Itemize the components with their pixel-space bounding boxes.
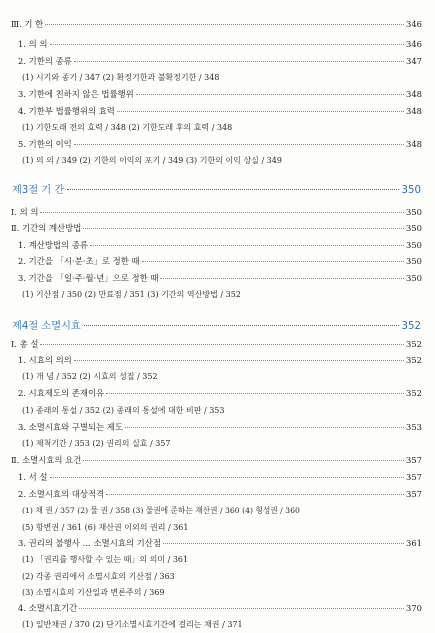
toc-entry-page: 348 <box>406 106 422 116</box>
toc-entry <box>18 39 422 50</box>
toc-entry <box>18 106 422 117</box>
toc-entry <box>18 273 422 284</box>
leader-dots <box>50 44 405 45</box>
toc-entry-page: 347 <box>406 56 422 66</box>
leader-dots <box>163 543 404 544</box>
leader-dots <box>83 460 404 461</box>
toc-entry <box>18 355 422 366</box>
toc-entry-page: 350 <box>406 256 422 266</box>
section-title: 제4절 소멸시효 <box>12 321 81 332</box>
toc-entry <box>18 89 422 100</box>
leader-dots <box>67 189 398 190</box>
toc-entry-page: 361 <box>406 538 422 548</box>
toc-entry-page: 352 <box>406 355 422 365</box>
toc-entry <box>18 139 422 150</box>
toc-entry-page: 350 <box>406 207 422 217</box>
toc-entry-title: Ⅱ. 소멸시효의 요건 <box>11 455 82 465</box>
leader-dots <box>160 278 404 279</box>
leader-dots <box>74 144 404 145</box>
leader-dots <box>74 360 404 361</box>
toc-subentries: (1) 제척기간 / 353 (2) 권리의 실효 / 357 <box>22 439 171 448</box>
toc-entry <box>11 455 422 466</box>
toc-entry-page: 352 <box>406 388 422 398</box>
section-page: 350 <box>401 185 421 196</box>
toc-entry-page: 348 <box>406 89 422 99</box>
toc-subentries: (3) 소멸시효의 기산일과 변론주의 / 369 <box>22 588 165 597</box>
toc-entry-title: 3. 소멸시효와 구별되는 제도 <box>18 422 123 432</box>
toc-entry-page: 353 <box>406 422 422 432</box>
toc-subentries: (1) 일반채권 / 370 (2) 단기소멸시효기간에 걸리는 채권 / 371 <box>22 620 243 629</box>
toc-entry-page: 357 <box>406 472 422 482</box>
toc-entry-page: 350 <box>406 240 422 250</box>
toc-entry-title: 3. 기간을 「일·주·월·년」으로 정한 때 <box>18 273 159 283</box>
toc-entry-title: Ⅱ. 기간의 계산방법 <box>11 223 82 233</box>
toc-entry <box>11 207 422 218</box>
section-title: 제3절 기 간 <box>12 185 65 196</box>
toc-subentries: (1) 시기와 종기 / 347 (2) 확정기한과 불확정기한 / 348 <box>22 73 220 82</box>
toc-entry-title: 1. 시효의 의의 <box>18 355 72 365</box>
toc-entry-title: 2. 소멸시효의 대상적격 <box>18 489 105 499</box>
toc-entry-page: 350 <box>406 223 422 233</box>
toc-entry-page: 370 <box>406 603 422 613</box>
toc-entry-title: 2. 시효제도의 존재이유 <box>18 388 105 398</box>
toc-entry-title: Ⅰ. 의 의 <box>11 207 39 217</box>
toc-entry <box>11 223 422 234</box>
toc-entry <box>18 538 422 549</box>
leader-dots <box>83 228 404 229</box>
toc-entry <box>18 603 422 614</box>
toc-entry-title: 4. 기한부 법률행위의 효력 <box>18 106 115 116</box>
leader-dots <box>50 477 405 478</box>
leader-dots <box>142 261 404 262</box>
section-page: 352 <box>401 321 421 332</box>
toc-entry-page: 357 <box>406 455 422 465</box>
toc-subentries: (1) 종래의 통설 / 352 (2) 종래의 통설에 대한 비판 / 353 <box>22 406 225 415</box>
toc-entry-title: 4. 소멸시효기간 <box>18 603 78 613</box>
toc-entry-title: 1. 서 설 <box>18 472 48 482</box>
toc-entry-page: 352 <box>406 339 422 349</box>
toc-entry-title: 1. 계산방법의 종류 <box>18 240 88 250</box>
toc-entry-title: 3. 권리의 불행사 … 소멸시효의 기산점 <box>18 538 161 548</box>
toc-entry-title: Ⅲ. 기 한 <box>11 19 44 29</box>
section-heading <box>12 320 421 333</box>
leader-dots <box>106 494 404 495</box>
leader-dots <box>106 393 404 394</box>
leader-dots <box>79 608 404 609</box>
toc-subentries: (1) 개 념 / 352 (2) 시효의 성질 / 352 <box>22 372 158 381</box>
toc-subentries: (1) 의 의 / 349 (2) 기한의 이익의 포기 / 349 (3) 기한의 이익 상실 / 349 <box>22 156 282 165</box>
leader-dots <box>45 24 404 25</box>
leader-dots <box>125 427 404 428</box>
toc-entry <box>18 56 422 67</box>
toc-subentries: (2) 각종 권리에서 소멸시효의 기산점 / 363 <box>22 572 175 581</box>
leader-dots <box>90 245 404 246</box>
toc-entry-title: 3. 기한에 친하지 않은 법률행위 <box>18 89 134 99</box>
toc-entry-page: 348 <box>406 139 422 149</box>
toc-entry <box>18 388 422 399</box>
toc-entry <box>18 472 422 483</box>
section-heading <box>12 184 421 197</box>
toc-entry <box>18 422 422 433</box>
toc-entry <box>11 19 422 30</box>
toc-entry <box>18 256 422 267</box>
leader-dots <box>84 325 399 326</box>
toc-entry <box>11 339 422 350</box>
toc-entry-page: 346 <box>406 19 422 29</box>
toc-entry-page: 350 <box>406 273 422 283</box>
toc-entry-page: 346 <box>406 39 422 49</box>
toc-entry-page: 357 <box>406 489 422 499</box>
toc-entry-title: 5. 기한의 이익 <box>18 139 72 149</box>
toc-entry-title: Ⅰ. 총 설 <box>11 339 39 349</box>
toc-subentries: (5) 항변권 / 361 (6) 재산권 이외의 권리 / 361 <box>22 523 189 532</box>
toc-subentries: (1) 「권리를 행사할 수 있는 때」의 의미 / 361 <box>22 555 189 564</box>
toc-entry <box>18 489 422 500</box>
leader-dots <box>117 111 404 112</box>
leader-dots <box>136 94 404 95</box>
toc-entry-title: 2. 기간을 「시·분·초」로 정한 때 <box>18 256 140 266</box>
leader-dots <box>40 212 404 213</box>
leader-dots <box>74 61 404 62</box>
toc-entry <box>18 240 422 251</box>
toc-subentries: (1) 기한도래 전의 효력 / 348 (2) 기한도래 후의 효력 / 348 <box>22 123 233 132</box>
leader-dots <box>40 344 404 345</box>
toc-subentries: (1) 기산점 / 350 (2) 만료점 / 351 (3) 기간의 역산방법 / 352 <box>22 290 241 299</box>
toc-entry-title: 1. 의 의 <box>18 39 48 49</box>
toc-entry-title: 2. 기한의 종류 <box>18 56 72 66</box>
toc-subentries: (1) 채 권 / 357 (2) 물 권 / 358 (3) 물권에 준하는 재산권 / 360 (4) 형성권 / 360 <box>22 506 300 515</box>
